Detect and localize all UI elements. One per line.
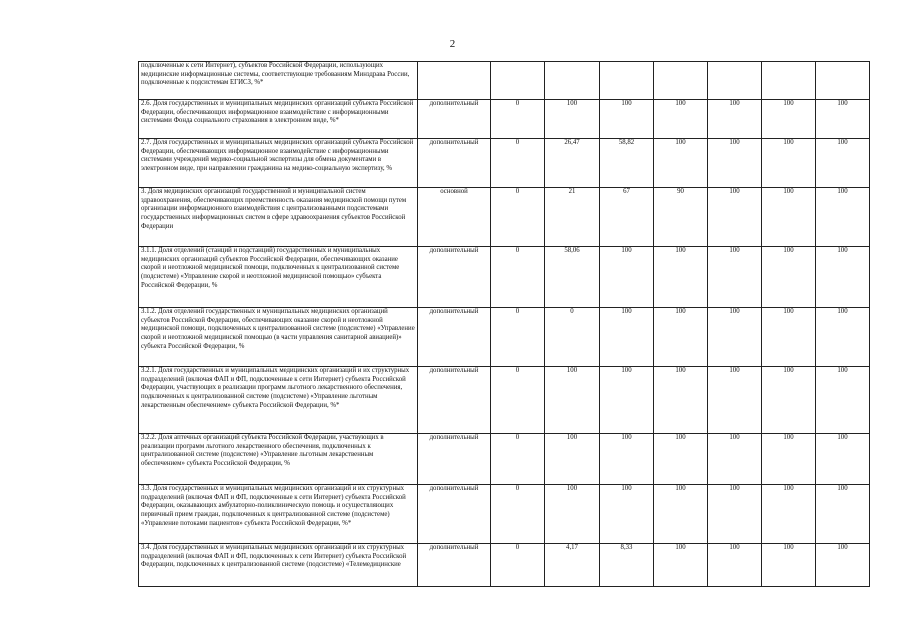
indicator-value-7: 100: [816, 188, 870, 247]
indicator-value-1: 0: [491, 485, 545, 544]
indicator-value-2: 0: [545, 308, 600, 367]
indicator-value-5: 100: [708, 139, 762, 188]
indicator-value-2: 100: [545, 434, 600, 485]
indicator-value-7: 100: [816, 434, 870, 485]
indicator-value-3: 100: [600, 434, 654, 485]
indicator-type: дополнительный: [418, 139, 491, 188]
indicator-value-6: 100: [762, 139, 816, 188]
indicator-value-5: 100: [708, 367, 762, 434]
indicator-description: 2.7. Доля государственных и муниципальных медицинских организаций субъекта Российской Федерации, обеспечивающих информационное взаимодействие с информационными системами учреждений медико-социальной экспертизы для обмена документами в электронном виде, при направлении гражданина на медико-социальную экспертизу, %: [139, 139, 418, 188]
indicator-value-3: 58,82: [600, 139, 654, 188]
indicator-value-3: 67: [600, 188, 654, 247]
indicator-value-3: 100: [600, 247, 654, 308]
indicator-value-7: 100: [816, 367, 870, 434]
indicator-value-4: 90: [654, 188, 708, 247]
indicator-value-5: 100: [708, 100, 762, 139]
indicator-value-5: 100: [708, 434, 762, 485]
indicator-description: 3.2.2. Доля аптечных организаций субъекта Российской Федерации, участвующих в реализации программ льготного лекарственного обеспечения, подключенных к централизованной системе (подсистеме) «Управление льготным лекарственным обеспечением» субъекта Российской Федерации, %: [139, 434, 418, 485]
indicator-value-2: 100: [545, 100, 600, 139]
indicator-value-2: [545, 62, 600, 100]
indicator-value-3: 100: [600, 308, 654, 367]
indicator-description: 2.6. Доля государственных и муниципальных медицинских организаций субъекта Российской Федерации, обеспечивающих информационное взаимодействие с информационными системами Фонда социального страхования в электронном виде, %*: [139, 100, 418, 139]
indicator-value-5: [708, 62, 762, 100]
indicator-value-3: [600, 62, 654, 100]
indicator-value-1: 0: [491, 100, 545, 139]
indicator-value-7: 100: [816, 308, 870, 367]
indicator-value-2: 58,06: [545, 247, 600, 308]
indicator-description: 3.1.2. Доля отделений государственных и муниципальных медицинских организаций субъектов Российской Федерации, обеспечивающих оказание скорой и неотложной медицинской помощи, подключенных к централизованной системе (подсистеме) «Управление скорой и неотложной медицинской помощью (в части управления санитарной авиацией)» субъекта Российской Федерации, %: [139, 308, 418, 367]
indicator-type: дополнительный: [418, 434, 491, 485]
indicator-value-3: 100: [600, 100, 654, 139]
indicator-value-3: 100: [600, 367, 654, 434]
indicator-description: 3.3. Доля государственных и муниципальных медицинских организаций и их структурных подразделений (включая ФАП и ФП, подключенные к сети Интернет) субъекта Российской Федерации, оказывающих амбулаторно-поликлиническую помощь и осуществляющих первичный прием граждан, подключенных к централизованной системе (подсистеме) «Управление потоками пациентов» субъекта Российской Федерации, %*: [139, 485, 418, 544]
indicator-value-6: 100: [762, 367, 816, 434]
indicator-value-1: 0: [491, 247, 545, 308]
indicator-value-7: 100: [816, 544, 870, 587]
indicator-value-4: 100: [654, 139, 708, 188]
indicator-value-6: 100: [762, 247, 816, 308]
indicator-value-2: 21: [545, 188, 600, 247]
indicator-value-5: 100: [708, 544, 762, 587]
indicator-value-1: [491, 62, 545, 100]
table-row: [139, 188, 870, 247]
page-number: 2: [449, 38, 456, 50]
indicator-value-1: 0: [491, 434, 545, 485]
indicator-type: дополнительный: [418, 100, 491, 139]
table-row: [139, 100, 870, 139]
indicator-type: [418, 62, 491, 100]
indicator-value-5: 100: [708, 188, 762, 247]
indicator-type: основной: [418, 188, 491, 247]
indicator-value-6: 100: [762, 544, 816, 587]
indicator-type: дополнительный: [418, 485, 491, 544]
indicator-value-7: 100: [816, 139, 870, 188]
indicator-value-1: 0: [491, 308, 545, 367]
indicator-value-7: 100: [816, 100, 870, 139]
table-row: [139, 434, 870, 485]
indicator-value-5: 100: [708, 308, 762, 367]
indicator-type: дополнительный: [418, 544, 491, 587]
indicator-type: дополнительный: [418, 367, 491, 434]
indicator-value-7: 100: [816, 247, 870, 308]
indicator-description: 3. Доля медицинских организаций государственной и муниципальной систем здравоохранения, обеспечивающих преемственность оказания медицинской помощи путем организации информационного взаимодействия с централизованными подсистемами государственных информационных систем в сфере здравоохранения субъектов Российской Федерации: [139, 188, 418, 247]
indicator-value-6: 100: [762, 308, 816, 367]
indicator-value-7: [816, 62, 870, 100]
table-row: [139, 139, 870, 188]
indicator-value-2: 100: [545, 367, 600, 434]
indicator-value-1: 0: [491, 139, 545, 188]
indicator-value-6: 100: [762, 485, 816, 544]
table-row: [139, 247, 870, 308]
indicator-type: дополнительный: [418, 308, 491, 367]
indicator-value-6: 100: [762, 100, 816, 139]
indicator-value-5: 100: [708, 485, 762, 544]
indicator-value-2: 4,17: [545, 544, 600, 587]
table-row: [139, 544, 870, 587]
indicator-type: дополнительный: [418, 247, 491, 308]
indicator-value-4: 100: [654, 367, 708, 434]
indicator-value-4: 100: [654, 308, 708, 367]
indicator-value-4: 100: [654, 485, 708, 544]
indicator-value-4: [654, 62, 708, 100]
table-row: [139, 308, 870, 367]
indicator-value-7: 100: [816, 485, 870, 544]
indicator-description: 3.2.1. Доля государственных и муниципальных медицинских организаций и их структурных подразделений (включая ФАП и ФП, подключенные к сети Интернет) субъекта Российской Федерации, участвующих в реализации программ льготного лекарственного обеспечения, подключенных к централизованной системе (подсистеме) «Управление льготным лекарственным обеспечением» субъекта Российской Федерации, %*: [139, 367, 418, 434]
indicator-value-4: 100: [654, 544, 708, 587]
indicator-value-6: 100: [762, 434, 816, 485]
indicator-description: подключенные к сети Интернет), субъектов Российской Федерации, использующих медицинские информационные системы, соответствующие требованиям Минздрава России, подключенные к подсистемам ЕГИСЗ, %*: [139, 62, 418, 100]
indicator-value-1: 0: [491, 188, 545, 247]
table-row: [139, 367, 870, 434]
indicator-value-4: 100: [654, 434, 708, 485]
indicator-value-5: 100: [708, 247, 762, 308]
indicator-value-4: 100: [654, 247, 708, 308]
indicator-value-1: 0: [491, 544, 545, 587]
table-row: [139, 62, 870, 100]
table-body: [139, 62, 870, 587]
indicator-value-1: 0: [491, 367, 545, 434]
indicator-value-6: 100: [762, 188, 816, 247]
indicator-value-6: [762, 62, 816, 100]
indicator-value-2: 100: [545, 485, 600, 544]
indicator-description: 3.4. Доля государственных и муниципальных медицинских организаций и их структурных подразделений (включая ФАП и ФП, подключенных к сети Интернет) субъекта Российской Федерации, подключенных к централизованной системе (подсистеме) «Телемедицинские: [139, 544, 418, 587]
indicator-value-3: 8,33: [600, 544, 654, 587]
indicator-value-3: 100: [600, 485, 654, 544]
table-row: [139, 485, 870, 544]
indicator-value-4: 100: [654, 100, 708, 139]
indicators-table: [138, 61, 870, 587]
indicator-value-2: 26,47: [545, 139, 600, 188]
indicator-description: 3.1.1. Доля отделений (станций и подстанций) государственных и муниципальных медицинских организаций субъектов Российской Федерации, обеспечивающих оказание скорой и неотложной медицинской помощи, подключенных к централизованной системе (подсистеме) «Управление скорой и неотложной медицинской помощью» субъекта Российской Федерации, %: [139, 247, 418, 308]
